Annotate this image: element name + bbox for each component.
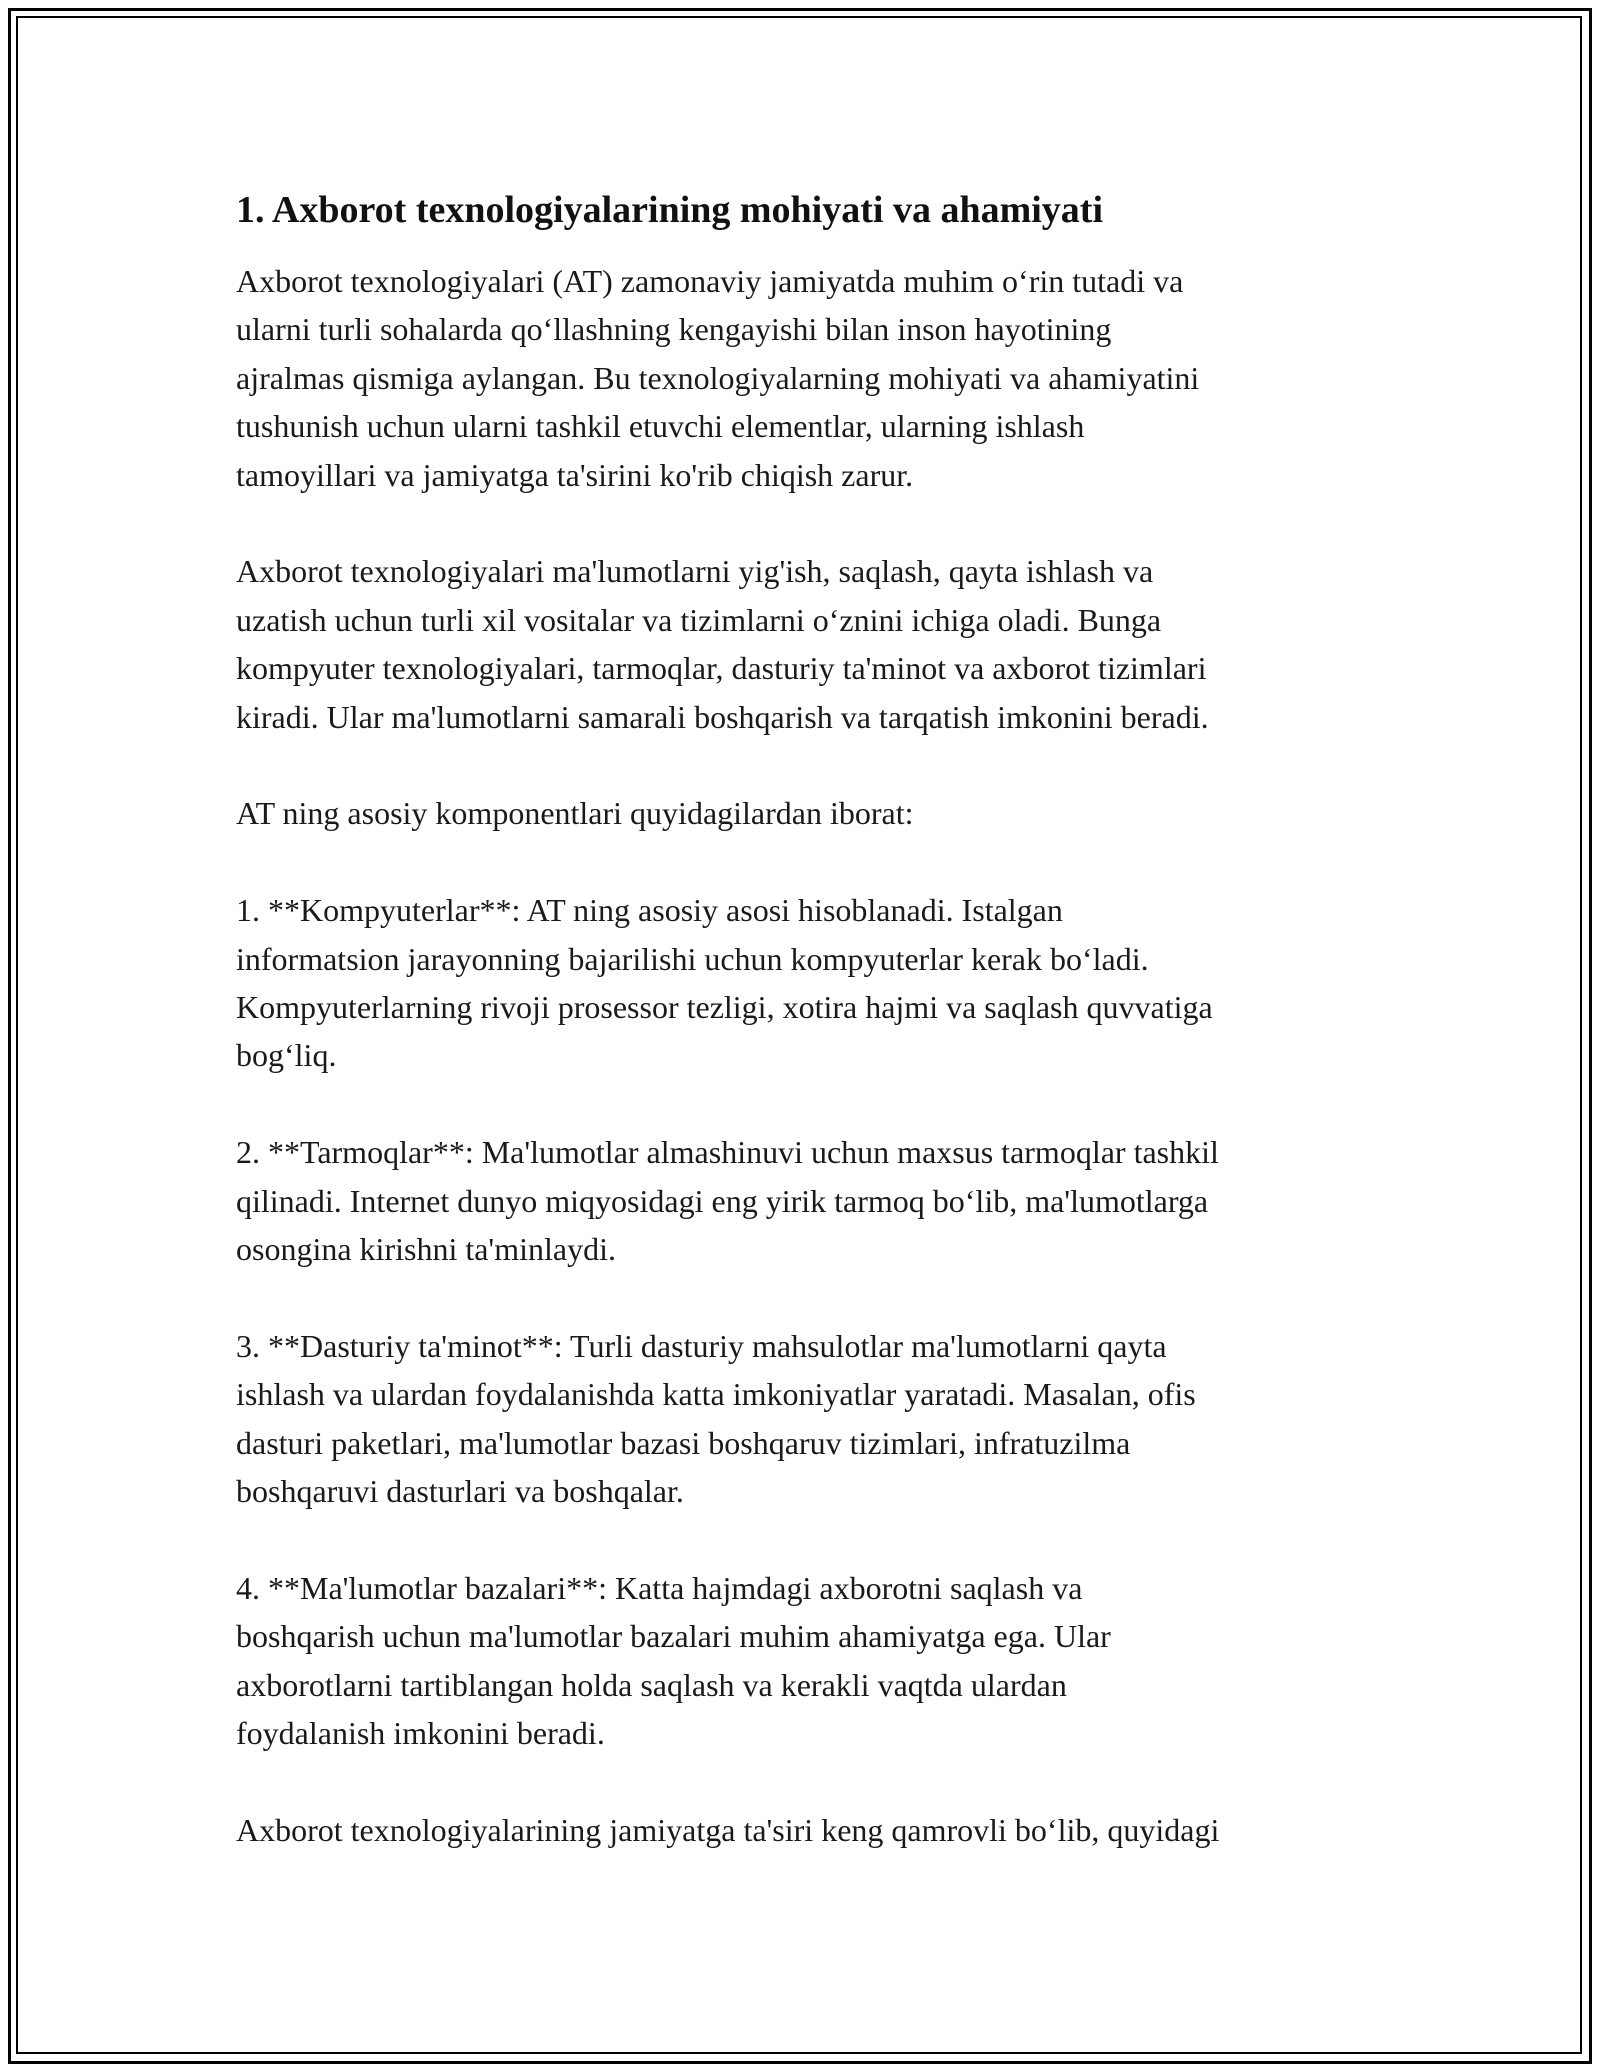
paragraph-definition: Axborot texnologiyalari ma'lumotlarni yig'ish, saqlash, qayta ishlash va uzatish uchun turli xil vositalar va tizimlarni o‘znini ichiga oladi. Bunga kompyuter texnologiyalari, tarmoqlar, dasturiy ta'minot va axborot tizimlari kiradi. Ular ma'lumotlarni samarali boshqarish va tarqatish imkonini beradi.: [236, 553, 1209, 735]
paragraph-intro: Axborot texnologiyalari (AT) zamonaviy jamiyatda muhim o‘rin tutadi va ularni turli sohalarda qo‘llashning kengayishi bilan inson hayotining ajralmas qismiga aylangan. Bu texnologiyalarning mohiyati va ahamiyatini tushunish uchun ularni tashkil etuvchi elementlar, ularning ishlash tamoyillari va jamiyatga ta'sirini ko'rib chiqish zarur.: [236, 263, 1200, 493]
list-item-databases: 4. **Ma'lumotlar bazalari**: Katta hajmdagi axborotni saqlash va boshqarish uchun ma'lumotlar bazalari muhim ahamiyatga ega. Ular axborotlarni tartiblangan holda saqlash va kerakli vaqtda ulardan foydalanish imkonini beradi.: [236, 1569, 1111, 1752]
list-item-computers: 1. **Kompyuterlar**: AT ning asosiy asosi hisoblanadi. Istalgan informatsion jarayonning bajarilishi uchun kompyuterlar kerak bo‘ladi. Kompyuterlarning rivoji prosessor tezligi, xotira hajmi va saqlash quvvatiga bog‘liq.: [236, 892, 1213, 1074]
list-item-software: 3. **Dasturiy ta'minot**: Turli dasturiy mahsulotlar ma'lumotlarni qayta ishlash va ulardan foydalanishda katta imkoniyatlar yaratadi. Masalan, ofis dasturi paketlari, ma'lumotlar bazasi boshqaruv tizimlari, infratuzilma boshqaruvi dasturlari va boshqalar.: [236, 1327, 1196, 1510]
page-title: 1. Axborot texnologiyalarining mohiyati va ahamiyati: [236, 189, 1104, 231]
document-body: [236, 186, 1386, 1854]
paragraph-components-heading: AT ning asosiy komponentlari quyidagilardan iborat:: [236, 795, 914, 832]
paragraph-impact: Axborot texnologiyalarining jamiyatga ta'siri keng qamrovli bo‘lib, quyidagi: [236, 1811, 1220, 1848]
list-item-networks: 2. **Tarmoqlar**: Ma'lumotlar almashinuvi uchun maxsus tarmoqlar tashkil qilinadi. Internet dunyo miqyosidagi eng yirik tarmoq bo‘lib, ma'lumotlarga osongina kirishni ta'minlaydi.: [236, 1134, 1219, 1268]
